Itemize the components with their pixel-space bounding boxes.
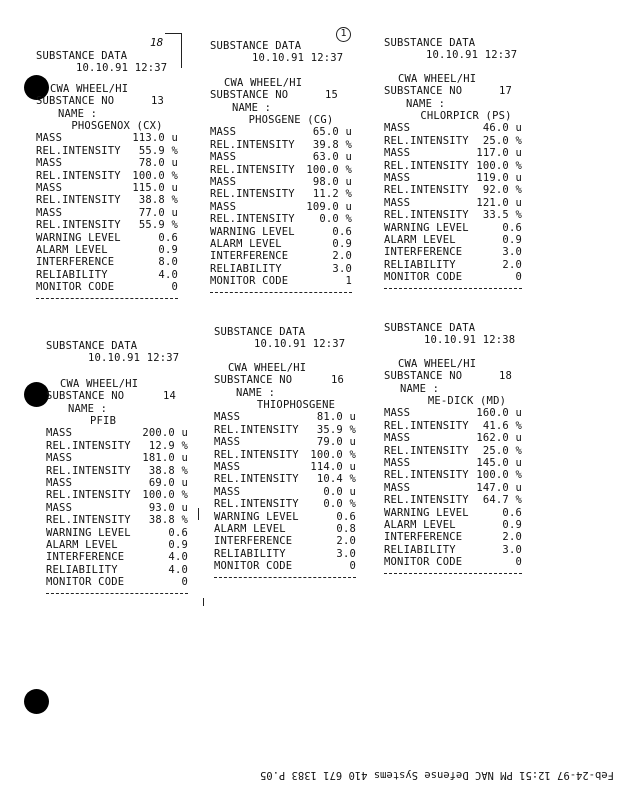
field-value: 100.0 % (310, 448, 356, 461)
slip-substance-name: PFIB (90, 415, 117, 428)
slip-field-row (384, 531, 522, 543)
field-value: 10.4 % (316, 473, 356, 486)
slip-mode: CWA WHEEL/HI (224, 76, 303, 89)
field-value: 2.0 (502, 531, 522, 544)
slip-field-row (46, 452, 188, 464)
field-value: 115.0 u (132, 181, 178, 194)
slip-header: SUBSTANCE DATA (214, 326, 306, 338)
field-value: 2.0 (336, 535, 356, 548)
field-value: 0 (515, 271, 522, 284)
field-label: MASS (384, 171, 411, 184)
slip-field-row (384, 556, 522, 568)
slip-field-row (214, 560, 356, 572)
field-value: 78.0 u (138, 157, 178, 170)
slip-header: SUBSTANCE DATA (384, 37, 476, 49)
field-value: 38.8 % (148, 464, 188, 477)
slip-field-row (384, 519, 522, 531)
field-label: REL.INTENSITY (384, 134, 469, 147)
slip-tear-line (214, 577, 356, 578)
field-label: RELIABILITY (384, 543, 456, 556)
slip-field-row (210, 139, 352, 151)
slip-field-row (384, 160, 522, 172)
field-label: RELIABILITY (384, 258, 456, 271)
slip-name-label: NAME : (406, 97, 446, 110)
slip-name-label: NAME : (68, 402, 108, 415)
field-label: REL.INTENSITY (210, 138, 295, 151)
field-value: 0.8 (336, 522, 356, 535)
slip-mode: CWA WHEEL/HI (60, 377, 139, 390)
field-value: 77.0 u (138, 206, 178, 219)
slip-field-row (46, 502, 188, 514)
field-label: INTERFERENCE (46, 551, 125, 564)
field-label: ALARM LEVEL (384, 233, 456, 246)
slip-field-row (384, 209, 522, 221)
field-label: REL.INTENSITY (46, 464, 131, 477)
field-value: 38.8 % (148, 514, 188, 527)
field-value: 100.0 % (476, 469, 522, 482)
field-value: 4.0 (168, 563, 188, 576)
slip-field-row (384, 271, 522, 283)
slip-field-row (384, 222, 522, 234)
slip-field-row (210, 226, 352, 238)
field-value: 3.0 (336, 547, 356, 560)
field-label: MASS (210, 175, 237, 188)
slip-field-row (384, 482, 522, 494)
slip-rows (36, 132, 178, 293)
slip-substance-no: SUBSTANCE NO 13 (36, 95, 164, 108)
field-label: WARNING LEVEL (214, 510, 299, 523)
slip-datetime: 10.10.91 12:37 (426, 49, 518, 62)
slip-field-row (36, 281, 178, 293)
slip-field-row (384, 507, 522, 519)
field-value: 100.0 % (306, 163, 352, 176)
slip-field-row (384, 147, 522, 159)
field-value: 1 (345, 275, 352, 288)
field-value: 0 (349, 560, 356, 573)
field-label: INTERFERENCE (36, 256, 115, 269)
slip-header: SUBSTANCE DATA (36, 50, 128, 62)
field-label: MASS (384, 196, 411, 209)
slip-substance-name: THIOPHOSGENE (256, 399, 336, 412)
field-label: MASS (36, 181, 63, 194)
slip-field-row (210, 164, 352, 176)
field-value: 0.6 (336, 510, 356, 523)
field-value: 12.9 % (148, 439, 188, 452)
stray-mark (203, 598, 204, 606)
slip-field-row (384, 122, 522, 134)
slip-field-row (384, 407, 522, 419)
fax-header-inverted: Feb-24-97 12:51 PM NAC Defense Systems 410 671 1383 P.05 (259, 769, 614, 781)
field-label: RELIABILITY (210, 262, 282, 275)
field-label: ALARM LEVEL (384, 518, 456, 531)
field-label: MASS (384, 122, 411, 135)
slip-field-row (384, 197, 522, 209)
slip-field-row (36, 219, 178, 231)
field-label: MASS (384, 407, 411, 420)
field-value: 38.8 % (138, 194, 178, 207)
field-value: 0.6 (502, 506, 522, 519)
field-label: REL.INTENSITY (384, 419, 469, 432)
field-label: MASS (46, 452, 73, 465)
field-label: MASS (384, 481, 411, 494)
slip-substance-no: SUBSTANCE NO 14 (46, 390, 176, 403)
slip-field-row (210, 250, 352, 262)
slip-field-row (214, 424, 356, 436)
slip-field-row (210, 176, 352, 188)
field-value: 160.0 u (476, 407, 522, 420)
page-number: 18 (150, 36, 164, 49)
field-label: REL.INTENSITY (46, 514, 131, 527)
slip-field-row (214, 498, 356, 510)
slip-field-row (384, 184, 522, 196)
field-label: MASS (46, 501, 73, 514)
slip-field-row (46, 564, 188, 576)
field-value: 33.5 % (482, 209, 522, 222)
field-value: 2.0 (332, 250, 352, 263)
field-label: REL.INTENSITY (214, 498, 299, 511)
slip-field-row (210, 126, 352, 138)
slip-rows (384, 122, 522, 283)
slip-rows (214, 411, 356, 572)
slip-field-row (46, 539, 188, 551)
field-label: MONITOR CODE (210, 275, 289, 288)
field-label: MASS (36, 157, 63, 170)
field-value: 4.0 (168, 551, 188, 564)
field-label: MASS (210, 200, 237, 213)
field-label: MASS (210, 151, 237, 164)
slip-field-row (36, 182, 178, 194)
slip-field-row (210, 275, 352, 287)
slip-field-row (210, 201, 352, 213)
slip-field-row (36, 232, 178, 244)
slip-field-row (210, 151, 352, 163)
field-value: 100.0 % (132, 169, 178, 182)
slip-tear-line (384, 573, 522, 574)
slip-field-row (46, 427, 188, 439)
field-value: 121.0 u (476, 196, 522, 209)
slip-tear-line (384, 288, 522, 289)
field-value: 11.2 % (312, 188, 352, 201)
slip-field-row (384, 259, 522, 271)
slip-substance-name: ME-DICK (MD) (427, 395, 507, 408)
field-label: WARNING LEVEL (210, 225, 295, 238)
field-label: MASS (384, 456, 411, 469)
field-label: WARNING LEVEL (384, 506, 469, 519)
field-label: INTERFERENCE (384, 531, 463, 544)
field-label: MASS (384, 432, 411, 445)
slip-field-row (214, 473, 356, 485)
slip-field-row (214, 436, 356, 448)
field-label: REL.INTENSITY (214, 448, 299, 461)
field-value: 113.0 u (132, 132, 178, 145)
slip-field-row (210, 213, 352, 225)
field-label: MONITOR CODE (46, 576, 125, 589)
slip-field-row (36, 170, 178, 182)
field-label: REL.INTENSITY (214, 473, 299, 486)
field-label: MASS (46, 427, 73, 440)
slip-field-row (384, 457, 522, 469)
slip-field-row (46, 477, 188, 489)
field-label: MASS (214, 485, 241, 498)
field-value: 35.9 % (316, 423, 356, 436)
field-label: REL.INTENSITY (384, 209, 469, 222)
field-value: 200.0 u (142, 427, 188, 440)
field-value: 0.9 (502, 233, 522, 246)
slip-field-row (46, 489, 188, 501)
field-value: 98.0 u (312, 175, 352, 188)
field-label: MASS (210, 126, 237, 139)
slip-mode: CWA WHEEL/HI (228, 361, 307, 374)
field-value: 100.0 % (142, 489, 188, 502)
field-label: REL.INTENSITY (36, 194, 121, 207)
field-value: 81.0 u (316, 411, 356, 424)
field-label: MASS (214, 460, 241, 473)
slip-datetime: 10.10.91 12:37 (88, 352, 180, 365)
slip-field-row (214, 461, 356, 473)
field-value: 65.0 u (312, 126, 352, 139)
field-value: 0.9 (158, 243, 178, 256)
slip-field-row (214, 486, 356, 498)
field-label: WARNING LEVEL (36, 231, 121, 244)
slip-datetime: 10.10.91 12:37 (252, 52, 344, 65)
slip-rows (46, 427, 188, 588)
substance-slip-15 (210, 40, 352, 293)
field-label: INTERFERENCE (210, 250, 289, 263)
field-label: WARNING LEVEL (46, 526, 131, 539)
slip-substance-no: SUBSTANCE NO 16 (214, 374, 344, 387)
slip-substance-no: SUBSTANCE NO 15 (210, 89, 338, 102)
slip-mode: CWA WHEEL/HI (398, 72, 477, 85)
field-value: 0.0 % (323, 498, 356, 511)
field-value: 162.0 u (476, 432, 522, 445)
field-label: MONITOR CODE (36, 281, 115, 294)
slip-field-row (384, 246, 522, 258)
slip-field-row (384, 420, 522, 432)
slip-name-label: NAME : (232, 101, 272, 114)
field-value: 25.0 % (482, 134, 522, 147)
slip-field-row (384, 234, 522, 246)
field-label: MONITOR CODE (384, 556, 463, 569)
field-value: 25.0 % (482, 444, 522, 457)
field-label: MASS (214, 411, 241, 424)
field-value: 55.9 % (138, 219, 178, 232)
slip-field-row (210, 188, 352, 200)
slip-mode: CWA WHEEL/HI (398, 357, 477, 370)
slip-rows (384, 407, 522, 568)
slip-field-row (384, 445, 522, 457)
field-label: INTERFERENCE (214, 535, 293, 548)
slip-field-row (46, 514, 188, 526)
slip-datetime: 10.10.91 12:38 (424, 334, 516, 347)
field-value: 8.0 (158, 256, 178, 269)
field-label: REL.INTENSITY (36, 219, 121, 232)
slip-name-label: NAME : (236, 386, 276, 399)
slip-field-row (384, 494, 522, 506)
slip-substance-no: SUBSTANCE NO 18 (384, 370, 512, 383)
field-label: MASS (36, 132, 63, 145)
field-label: MASS (36, 206, 63, 219)
field-value: 119.0 u (476, 171, 522, 184)
slip-header: SUBSTANCE DATA (46, 340, 138, 352)
field-label: REL.INTENSITY (46, 439, 131, 452)
field-label: REL.INTENSITY (210, 163, 295, 176)
slip-field-row (384, 469, 522, 481)
slip-field-row (214, 535, 356, 547)
slip-field-row (210, 238, 352, 250)
slip-field-row (214, 449, 356, 461)
slip-field-row (36, 244, 178, 256)
field-label: ALARM LEVEL (210, 237, 282, 250)
slip-field-row (384, 432, 522, 444)
slip-field-row (46, 465, 188, 477)
field-value: 114.0 u (310, 460, 356, 473)
substance-slip-14 (46, 340, 188, 594)
slip-substance-name: PHOSGENOX (CX) (71, 120, 163, 133)
slip-datetime: 10.10.91 12:37 (254, 338, 346, 351)
circled-mark: 1 (336, 27, 351, 42)
slip-field-row (384, 135, 522, 147)
slip-header: SUBSTANCE DATA (210, 40, 302, 52)
field-value: 3.0 (502, 246, 522, 259)
slip-tear-line (36, 298, 178, 299)
field-value: 4.0 (158, 268, 178, 281)
field-label: ALARM LEVEL (36, 243, 108, 256)
field-value: 39.8 % (312, 138, 352, 151)
field-value: 109.0 u (306, 200, 352, 213)
slip-field-row (36, 145, 178, 157)
field-value: 41.6 % (482, 419, 522, 432)
slip-substance-no: SUBSTANCE NO 17 (384, 85, 512, 98)
field-value: 117.0 u (476, 147, 522, 160)
slip-field-row (384, 544, 522, 556)
field-value: 69.0 u (148, 476, 188, 489)
field-value: 0.9 (168, 538, 188, 551)
field-label: REL.INTENSITY (214, 423, 299, 436)
slip-substance-name: CHLORPICR (PS) (420, 110, 512, 123)
slip-field-row (36, 194, 178, 206)
field-value: 0.9 (502, 518, 522, 531)
field-value: 181.0 u (142, 452, 188, 465)
field-label: MONITOR CODE (214, 560, 293, 573)
field-label: REL.INTENSITY (384, 444, 469, 457)
field-label: MONITOR CODE (384, 271, 463, 284)
field-value: 0.6 (502, 221, 522, 234)
field-value: 64.7 % (482, 494, 522, 507)
field-value: 0.9 (332, 237, 352, 250)
slip-name-label: NAME : (400, 382, 440, 395)
field-label: RELIABILITY (46, 563, 118, 576)
field-label: REL.INTENSITY (36, 169, 121, 182)
slip-field-row (36, 132, 178, 144)
stray-mark (198, 508, 199, 520)
slip-field-row (210, 263, 352, 275)
field-value: 2.0 (502, 258, 522, 271)
field-value: 92.0 % (482, 184, 522, 197)
field-value: 79.0 u (316, 436, 356, 449)
slip-field-row (214, 411, 356, 423)
slip-field-row (46, 576, 188, 588)
substance-slip-18 (384, 322, 522, 574)
field-value: 0.6 (168, 526, 188, 539)
field-value: 0.0 % (319, 213, 352, 226)
field-label: ALARM LEVEL (46, 538, 118, 551)
field-label: MASS (214, 436, 241, 449)
substance-slip-17 (384, 37, 522, 289)
field-label: REL.INTENSITY (36, 144, 121, 157)
slip-field-row (214, 548, 356, 560)
field-value: 0 (515, 556, 522, 569)
field-value: 0.6 (332, 225, 352, 238)
field-value: 0 (171, 281, 178, 294)
slip-field-row (214, 511, 356, 523)
field-value: 63.0 u (312, 151, 352, 164)
substance-slip-16 (214, 326, 356, 578)
slip-field-row (214, 523, 356, 535)
slip-field-row (36, 269, 178, 281)
slip-field-row (36, 207, 178, 219)
slip-field-row (46, 551, 188, 563)
field-label: ALARM LEVEL (214, 522, 286, 535)
field-value: 0.6 (158, 231, 178, 244)
punch-hole-bottom (24, 689, 49, 714)
slip-tear-line (210, 292, 352, 293)
field-label: REL.INTENSITY (384, 184, 469, 197)
slip-substance-name: PHOSGENE (CG) (248, 114, 334, 127)
field-label: MASS (384, 147, 411, 160)
field-label: REL.INTENSITY (384, 494, 469, 507)
field-label: REL.INTENSITY (384, 159, 469, 172)
field-label: RELIABILITY (36, 268, 108, 281)
slip-field-row (36, 256, 178, 268)
field-value: 3.0 (502, 543, 522, 556)
field-label: WARNING LEVEL (384, 221, 469, 234)
slip-tear-line (46, 593, 188, 594)
slip-name-label: NAME : (58, 107, 98, 120)
slip-field-row (384, 172, 522, 184)
field-value: 0 (181, 576, 188, 589)
field-value: 147.0 u (476, 481, 522, 494)
slip-mode: CWA WHEEL/HI (50, 82, 129, 95)
slip-datetime: 10.10.91 12:37 (76, 62, 168, 75)
slip-field-row (46, 527, 188, 539)
field-value: 46.0 u (482, 122, 522, 135)
field-value: 0.0 u (323, 485, 356, 498)
field-label: REL.INTENSITY (210, 213, 295, 226)
field-label: INTERFERENCE (384, 246, 463, 259)
field-value: 100.0 % (476, 159, 522, 172)
field-label: REL.INTENSITY (384, 469, 469, 482)
field-value: 93.0 u (148, 501, 188, 514)
field-label: MASS (46, 476, 73, 489)
field-value: 3.0 (332, 262, 352, 275)
slip-rows (210, 126, 352, 287)
field-label: RELIABILITY (214, 547, 286, 560)
field-value: 145.0 u (476, 456, 522, 469)
slip-field-row (46, 440, 188, 452)
field-label: REL.INTENSITY (210, 188, 295, 201)
slip-header: SUBSTANCE DATA (384, 322, 476, 334)
field-label: REL.INTENSITY (46, 489, 131, 502)
substance-slip-13 (36, 50, 178, 299)
slip-field-row (36, 157, 178, 169)
field-value: 55.9 % (138, 144, 178, 157)
